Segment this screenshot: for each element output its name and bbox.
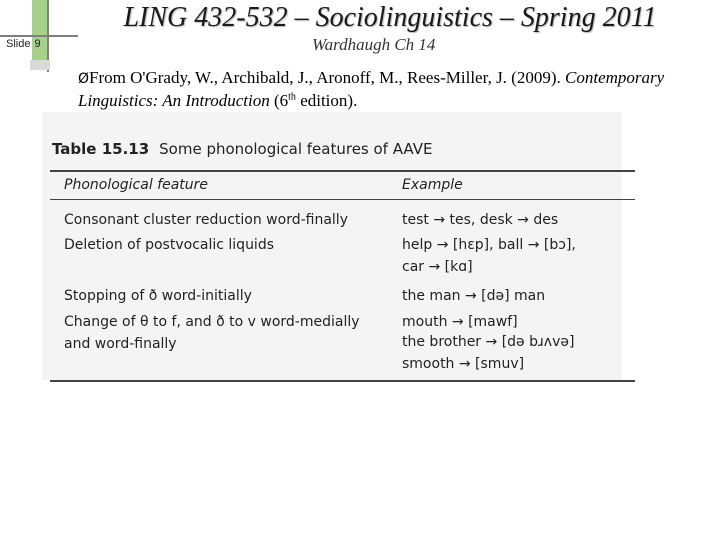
decorative-green-block [32, 0, 48, 64]
decorative-horizontal-line [0, 35, 78, 37]
citation-bullet-point [78, 67, 708, 112]
citation-edition-close: edition). [295, 91, 358, 110]
feature-cell: and word-finally [64, 336, 177, 352]
example-cell: help → [hɛp], ball → [bɔ], [402, 237, 576, 253]
feature-cell: Consonant cluster reduction word-finally [64, 212, 348, 228]
example-cell: mouth → [mawf] [402, 314, 518, 330]
decorative-gray-block [30, 60, 50, 70]
slide-number: 9 [34, 38, 41, 50]
table-top-rule [50, 170, 635, 172]
feature-cell: Stopping of ð word-initially [64, 288, 252, 304]
example-cell: the brother → [də bɹʌvə] [402, 334, 575, 350]
slide-title: LING 432-532 – Sociolinguistics – Spring 2011 [123, 2, 657, 33]
bullet-arrow-icon: Ø [78, 71, 90, 87]
table-number: Table 15.13 [52, 140, 150, 158]
feature-cell: Deletion of postvocalic liquids [64, 237, 275, 253]
citation-authors: From O'Grady, W., Archibald, J., Aronoff, M., Rees-Miller, J. (2009). [89, 68, 561, 87]
column-header-feature: Phonological feature [64, 177, 209, 193]
citation-edition-suffix: th [288, 91, 296, 103]
slide-subtitle: Wardhaugh Ch 14 [312, 35, 436, 54]
example-cell: the man → [də] man [402, 288, 546, 304]
example-cell: car → [kɑ] [402, 259, 473, 275]
scanned-table-image [42, 112, 622, 380]
column-header-example: Example [402, 177, 463, 193]
example-cell: test → tes, desk → des [402, 212, 559, 228]
table-bottom-rule [50, 380, 635, 382]
citation-edition-open: (6 [269, 91, 289, 110]
slide-number-label [6, 38, 45, 50]
feature-cell: Change of θ to f, and ð to v word-medially [64, 314, 360, 330]
table-caption-text: Some phonological features of AAVE [159, 140, 433, 158]
example-cell: smooth → [smuv] [402, 356, 525, 372]
slide-label-text: Slide [6, 38, 31, 50]
table-caption [52, 140, 432, 158]
table-header-rule [50, 199, 635, 200]
citation-book-title: Contemporary Linguistics: An Introduction [78, 68, 665, 110]
